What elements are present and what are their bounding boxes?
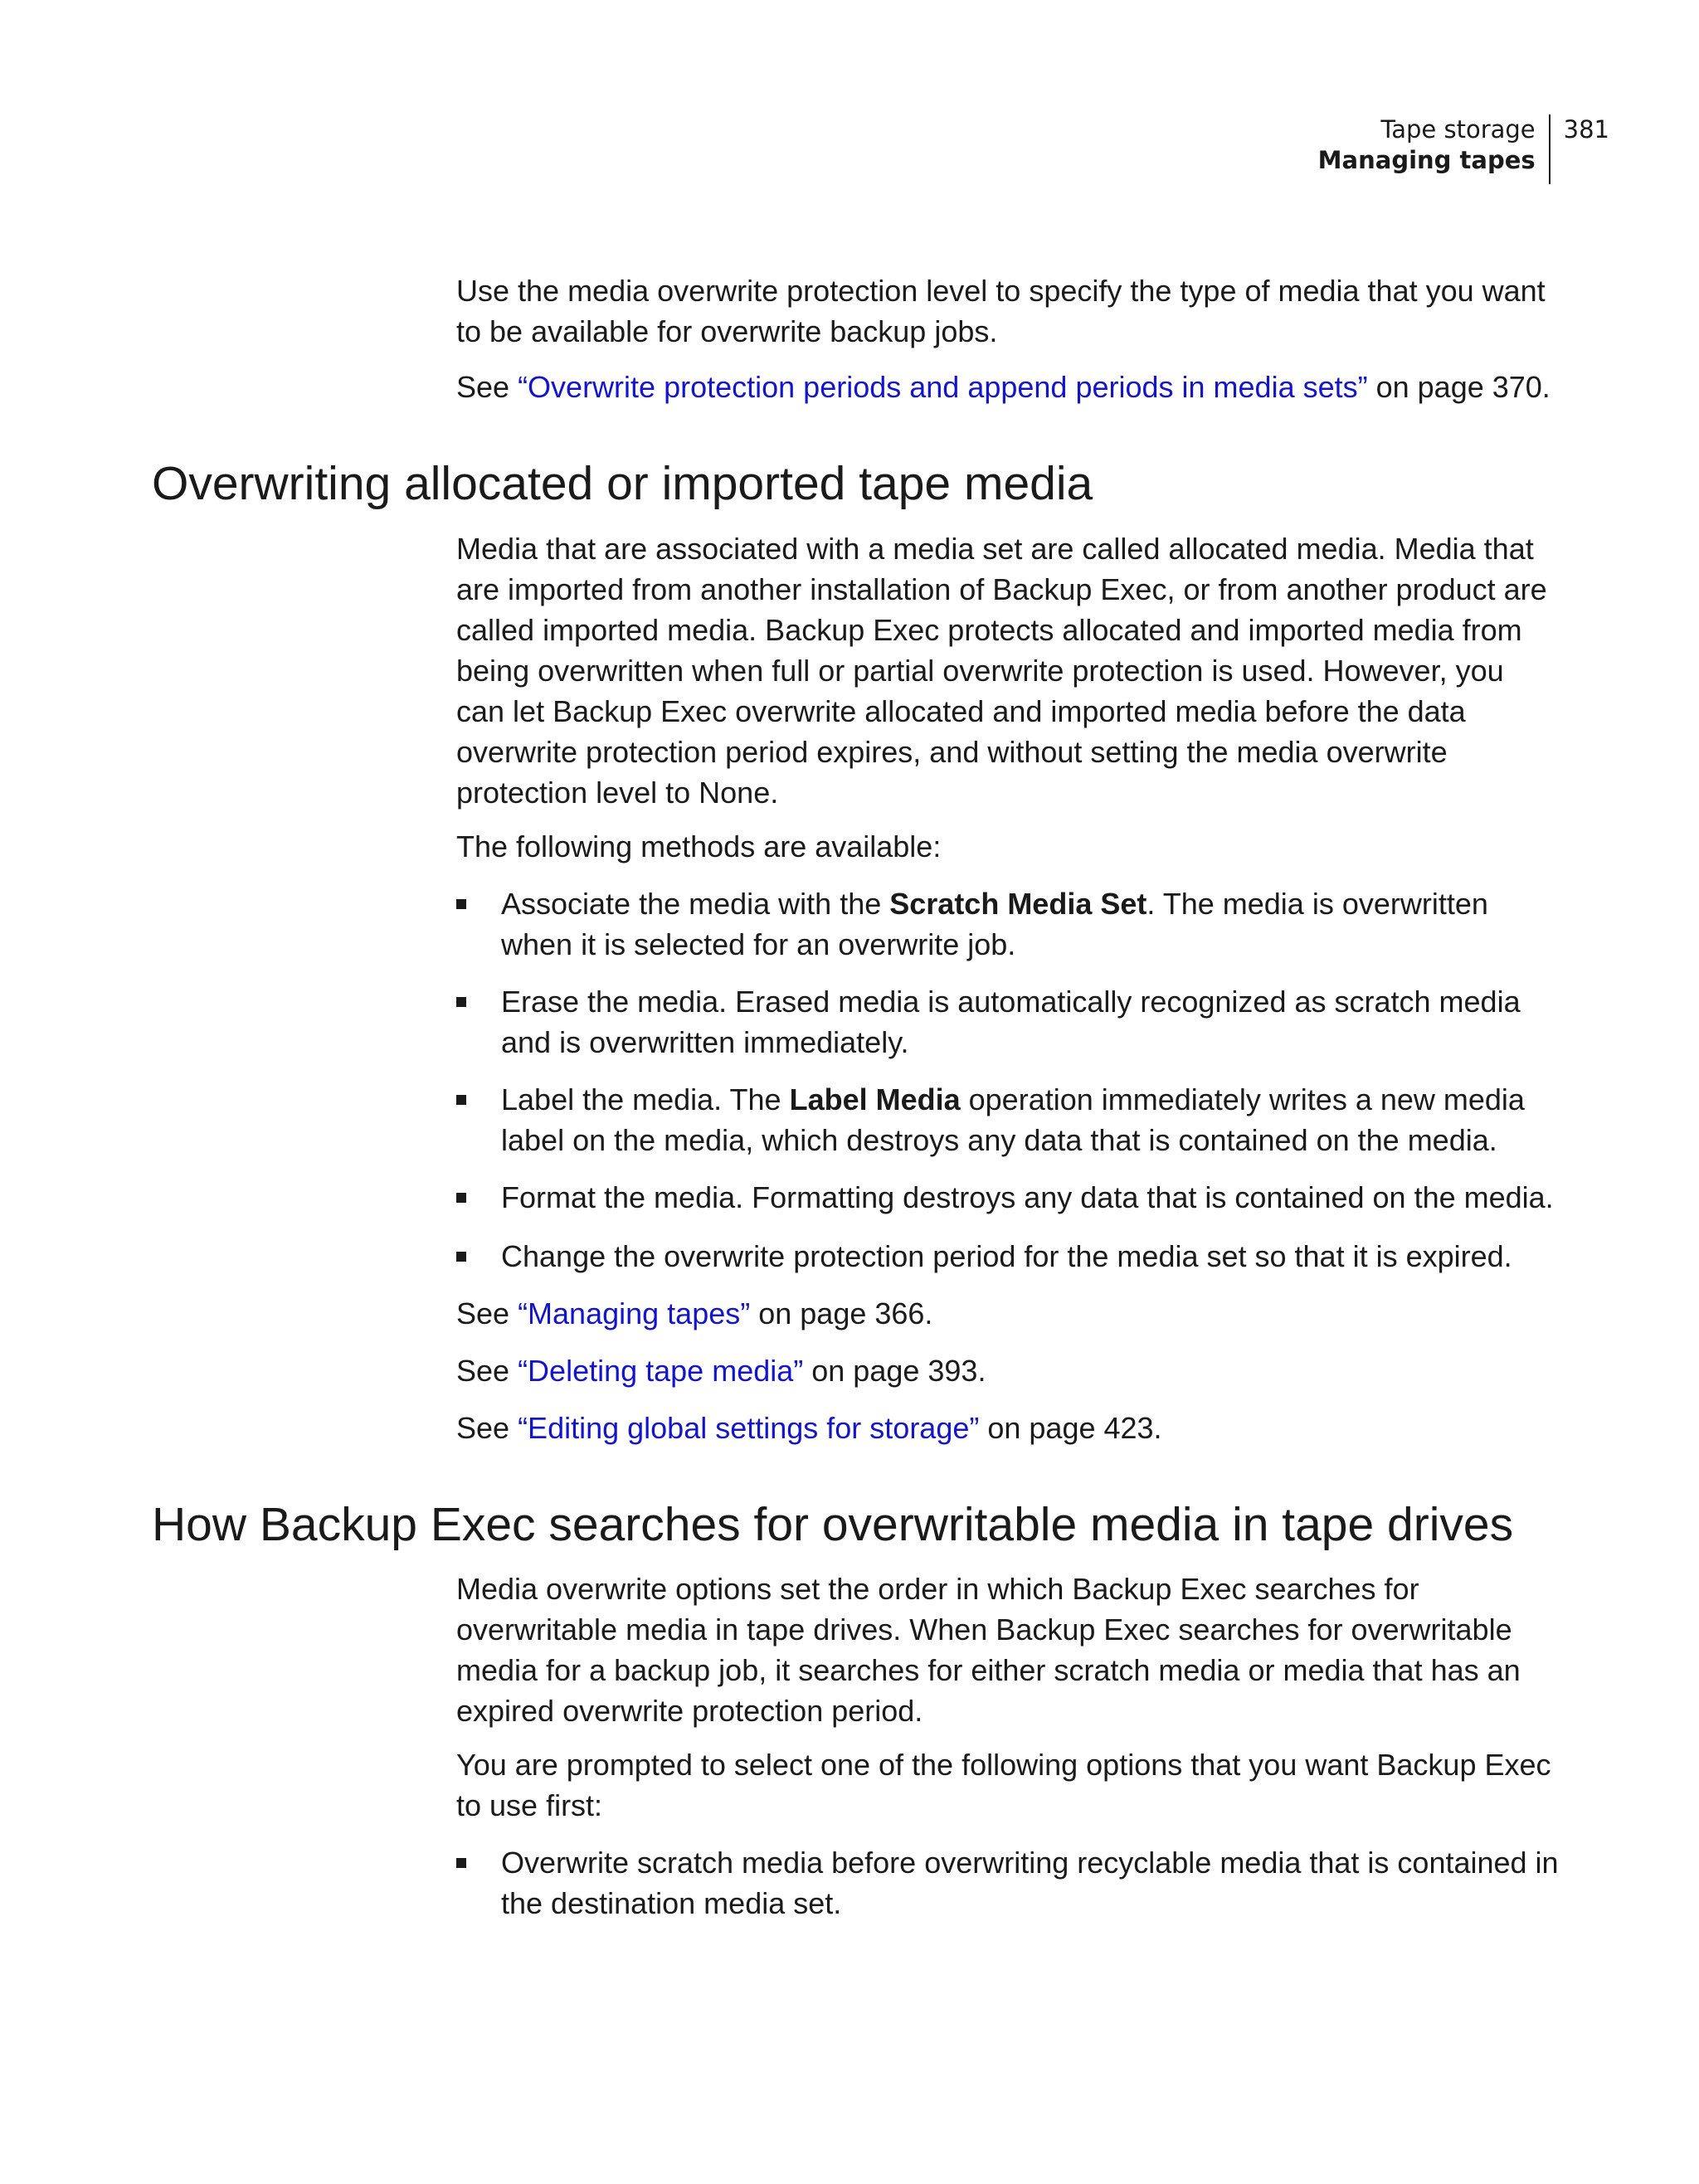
running-header xyxy=(1318,114,1609,184)
see-prefix: See xyxy=(456,1296,518,1330)
see-editing-global-settings xyxy=(456,1408,1560,1448)
bold-term-label-media: Label Media xyxy=(789,1082,961,1116)
link-deleting-tape-media[interactable]: “Deleting tape media” xyxy=(518,1354,804,1388)
methods-list xyxy=(456,883,1560,1277)
see-prefix: See xyxy=(456,1354,518,1388)
see-suffix: on page 366. xyxy=(750,1296,933,1330)
bullet-text: Change the overwrite protection period for the media set so that it is expired. xyxy=(501,1239,1512,1273)
bullet-square-icon xyxy=(456,1858,466,1868)
bullet-text: . The media is overwritten when it is selected for an overwrite job. xyxy=(501,887,1488,961)
list-item xyxy=(456,1079,1560,1160)
see-suffix: on page 423. xyxy=(979,1411,1162,1445)
intro-block xyxy=(456,270,1560,407)
heading-overwriting-allocated-media: Overwriting allocated or imported tape media xyxy=(152,457,1093,510)
bullet-square-icon xyxy=(456,1193,466,1203)
see-prefix: See xyxy=(456,1411,518,1445)
section1-body xyxy=(456,528,1560,1448)
section2-paragraph-2: You are prompted to select one of the following options that you want Backup Exec to use first: xyxy=(456,1748,1551,1822)
header-topic-title: Managing tapes xyxy=(1317,146,1536,174)
list-item xyxy=(456,1236,1560,1277)
bullet-square-icon xyxy=(456,1252,466,1262)
section1-paragraph: Media that are associated with a media set are called allocated media. Media that are imported from another installation of Backup Exec, or from another product are called imported media. Backup Exec protects allocated and imported media from being overwritten when full or partial overwrite protection is used. However, you can let Backup Exec overwrite allocated and imported media before the data overwrite protection period expires, and without setting the media overwrite protection level to None. xyxy=(456,532,1547,810)
list-item xyxy=(456,883,1560,965)
link-editing-global-settings[interactable]: “Editing global settings for storage” xyxy=(518,1411,980,1445)
bullet-text: Format the media. Formatting destroys any data that is contained on the media. xyxy=(501,1180,1554,1214)
see-suffix: on page 393. xyxy=(803,1354,986,1388)
header-section-title: Tape storage xyxy=(1380,115,1536,143)
intro-paragraph: Use the media overwrite protection level to specify the type of media that you want to be available for overwrite backup jobs. xyxy=(456,274,1546,348)
bullet-text: Erase the media. Erased media is automatically recognized as scratch media and is overwritten immediately. xyxy=(501,985,1521,1059)
see-deleting-tape-media xyxy=(456,1350,1560,1391)
list-item xyxy=(456,1842,1560,1924)
bullet-text: operation immediately writes a new media label on the media, which destroys any data that is contained on the media. xyxy=(501,1082,1525,1157)
section2-paragraph-1: Media overwrite options set the order in which Backup Exec searches for overwritable media in tape drives. When Backup Exec searches for overwritable media for a backup job, it searches for either scratch media or media that has an expired overwrite protection period. xyxy=(456,1572,1521,1728)
bullet-square-icon xyxy=(456,1095,466,1105)
methods-intro: The following methods are available: xyxy=(456,829,942,863)
see-managing-tapes xyxy=(456,1293,1560,1334)
link-managing-tapes[interactable]: “Managing tapes” xyxy=(518,1296,751,1330)
bold-term-scratch-media-set: Scratch Media Set xyxy=(889,887,1147,921)
see-suffix: on page 370. xyxy=(1367,370,1551,404)
page-number: 381 xyxy=(1563,115,1609,143)
list-item xyxy=(456,981,1560,1063)
intro-see-line xyxy=(456,367,1560,407)
bullet-text: Associate the media with the xyxy=(501,887,890,921)
link-overwrite-protection-periods[interactable]: “Overwrite protection periods and append periods in media sets” xyxy=(518,370,1368,404)
overwrite-options-list xyxy=(456,1842,1560,1924)
list-item xyxy=(456,1177,1560,1218)
section2-body xyxy=(456,1569,1560,1924)
bullet-text: Label the media. The xyxy=(501,1082,790,1116)
see-prefix: See xyxy=(456,370,518,404)
bullet-square-icon xyxy=(456,997,466,1007)
bullet-text: Overwrite scratch media before overwriting recyclable media that is contained in the destination media set. xyxy=(501,1846,1559,1920)
bullet-square-icon xyxy=(456,899,466,909)
running-header-text xyxy=(1318,114,1551,184)
heading-overwritable-media-search: How Backup Exec searches for overwritable media in tape drives xyxy=(152,1498,1514,1551)
